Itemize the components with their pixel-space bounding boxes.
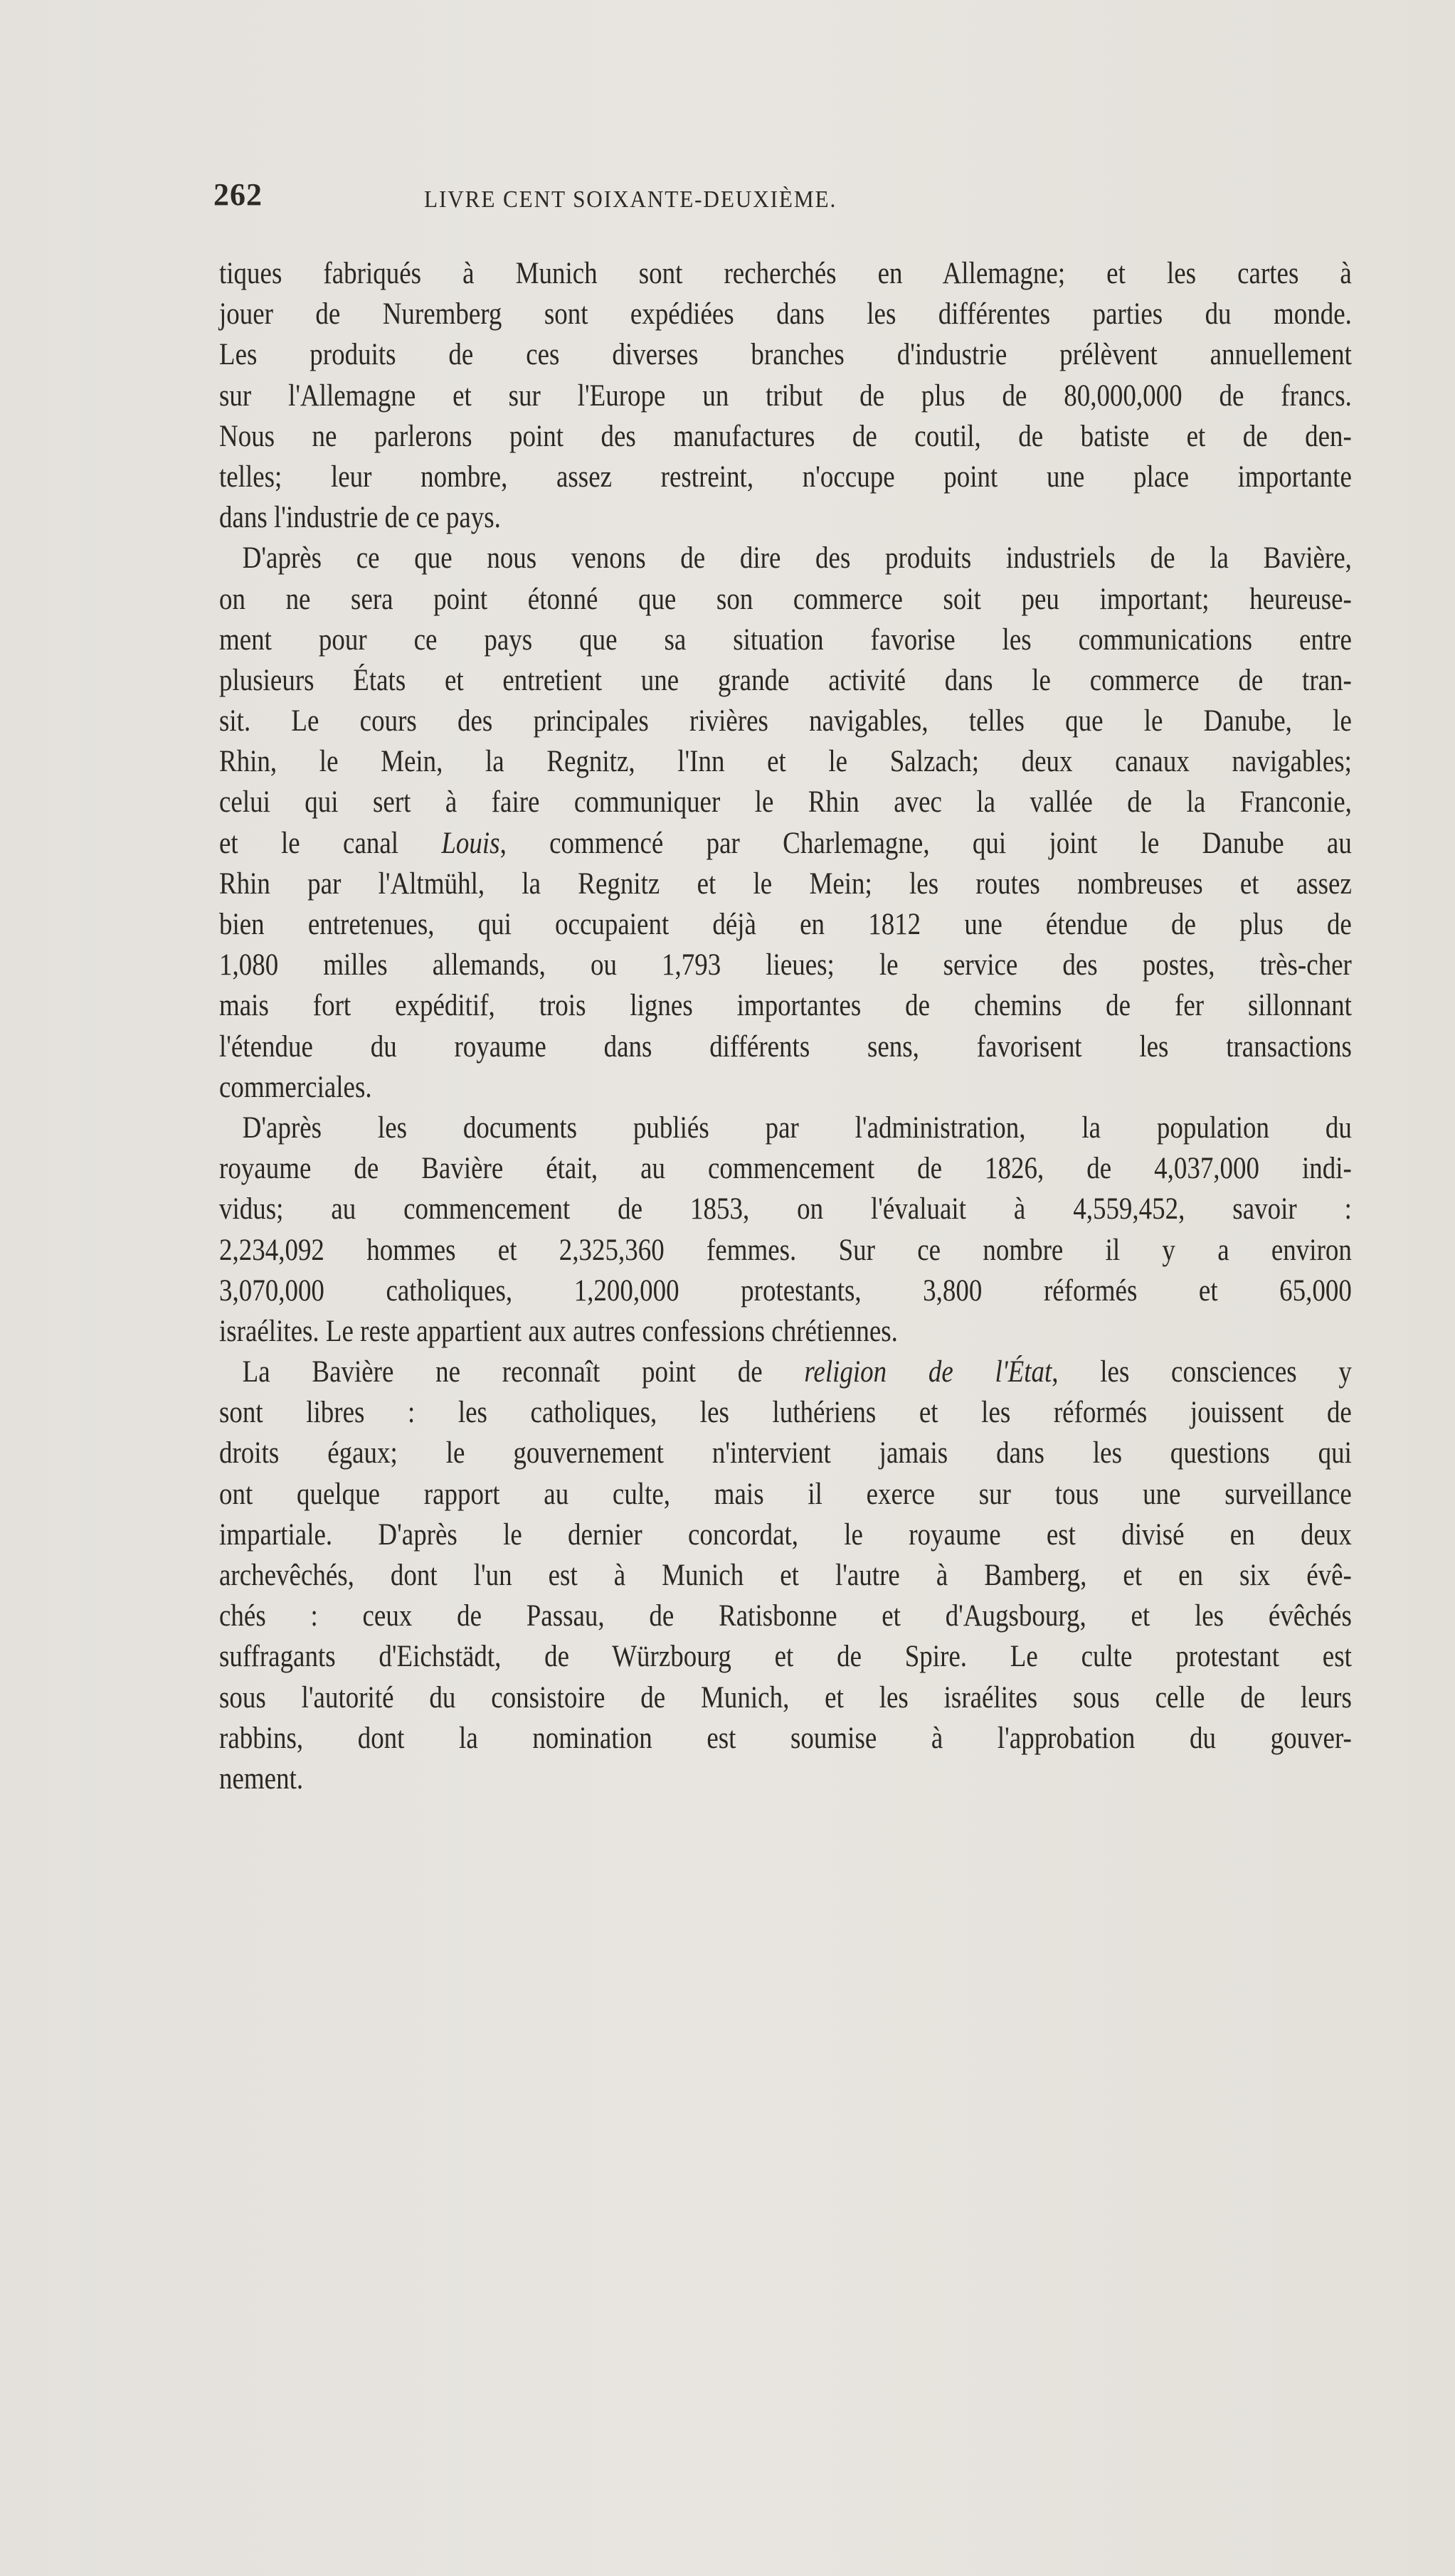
text-line: plusieurs États et entretient une grande activité dans le commerce de tran- — [219, 663, 1352, 697]
text-line: D'après les documents publiés par l'administration, la population du — [242, 1111, 1352, 1145]
text-line: chés : ceux de Passau, de Ratisbonne et d'Augsbourg, et les évêchés — [219, 1599, 1352, 1633]
text-line: Les produits de ces diverses branches d'industrie prélèvent annuellement — [219, 338, 1352, 372]
text-line: on ne sera point étonné que son commerce soit peu important; heureuse- — [219, 582, 1352, 616]
italic-text: religion de l'État — [804, 1355, 1052, 1389]
text-line: mais fort expéditif, trois lignes importantes de chemins de fer sillonnant — [219, 989, 1352, 1023]
italic-text: Louis — [441, 826, 500, 860]
text-line: Rhin, le Mein, la Regnitz, l'Inn et le Salzach; deux canaux navigables; — [219, 745, 1352, 779]
text-line: 2,234,092 hommes et 2,325,360 femmes. Sur ce nombre il y a environ — [219, 1233, 1352, 1267]
text-line: telles; leur nombre, assez restreint, n'occupe point une place importante — [219, 460, 1352, 494]
text-line: rabbins, dont la nomination est soumise à l'approbation du gouver- — [219, 1721, 1352, 1755]
body-text — [219, 253, 1352, 1799]
text-line: dans l'industrie de ce pays. — [219, 501, 501, 535]
text-line: droits égaux; le gouvernement n'intervient jamais dans les questions qui — [219, 1436, 1352, 1470]
text-line: israélites. Le reste appartient aux autres confessions chrétiennes. — [219, 1314, 898, 1348]
text-line: Nous ne parlerons point des manufactures de coutil, de batiste et de den- — [219, 419, 1352, 453]
running-head: LIVRE CENT SOIXANTE-DEUXIÈME. — [424, 186, 837, 213]
text-line: sur l'Allemagne et sur l'Europe un tribut de plus de 80,000,000 de francs. — [219, 378, 1352, 413]
text-line: sous l'autorité du consistoire de Munich, et les israélites sous celle de leurs — [219, 1680, 1352, 1714]
text-line: impartiale. D'après le dernier concordat, le royaume est divisé en deux — [219, 1517, 1352, 1552]
text-line: ont quelque rapport au culte, mais il exerce sur tous une surveillance — [219, 1477, 1352, 1511]
text-line: celui qui sert à faire communiquer le Rhin avec la vallée de la Franconie, — [219, 785, 1352, 820]
text-line: La Bavière ne reconnaît point de religion de l'État, les consciences y — [242, 1355, 1352, 1389]
text-line: et le canal Louis, commencé par Charlemagne, qui joint le Danube au — [219, 826, 1352, 860]
text-line: nement. — [219, 1761, 304, 1796]
text-line: vidus; au commencement de 1853, on l'évaluait à 4,559,452, savoir : — [219, 1192, 1352, 1226]
text-line: sont libres : les catholiques, les luthériens et les réformés jouissent de — [219, 1396, 1352, 1430]
text-line: bien entretenues, qui occupaient déjà en 1812 une étendue de plus de — [219, 908, 1352, 941]
text-line: 3,070,000 catholiques, 1,200,000 protestants, 3,800 réformés et 65,000 — [219, 1273, 1352, 1308]
text-line: tiques fabriqués à Munich sont recherchés en Allemagne; et les cartes à — [219, 257, 1352, 290]
text-line: sit. Le cours des principales rivières navigables, telles que le Danube, le — [219, 704, 1352, 738]
text-line: ment pour ce pays que sa situation favorise les communications entre — [219, 622, 1352, 657]
text-line: l'étendue du royaume dans différents sens, favorisent les transactions — [219, 1029, 1352, 1064]
text-line: archevêchés, dont l'un est à Munich et l'autre à Bamberg, et en six évê- — [219, 1559, 1352, 1592]
text-line: suffragants d'Eichstädt, de Würzbourg et de Spire. Le culte protestant est — [219, 1640, 1352, 1674]
text-line: Rhin par l'Altmühl, la Regnitz et le Mein; les routes nombreuses et assez — [219, 866, 1352, 901]
text-line: jouer de Nuremberg sont expédiées dans les différentes parties du monde. — [219, 297, 1352, 332]
text-line: royaume de Bavière était, au commencement de 1826, de 4,037,000 indi- — [219, 1152, 1352, 1186]
text-line: D'après ce que nous venons de dire des produits industriels de la Bavière, — [242, 541, 1352, 576]
page-number: 262 — [213, 177, 263, 212]
text-line: commerciales. — [219, 1070, 372, 1104]
text-line: 1,080 milles allemands, ou 1,793 lieues; le service des postes, très-cher — [219, 948, 1352, 982]
page-header — [213, 176, 1352, 219]
